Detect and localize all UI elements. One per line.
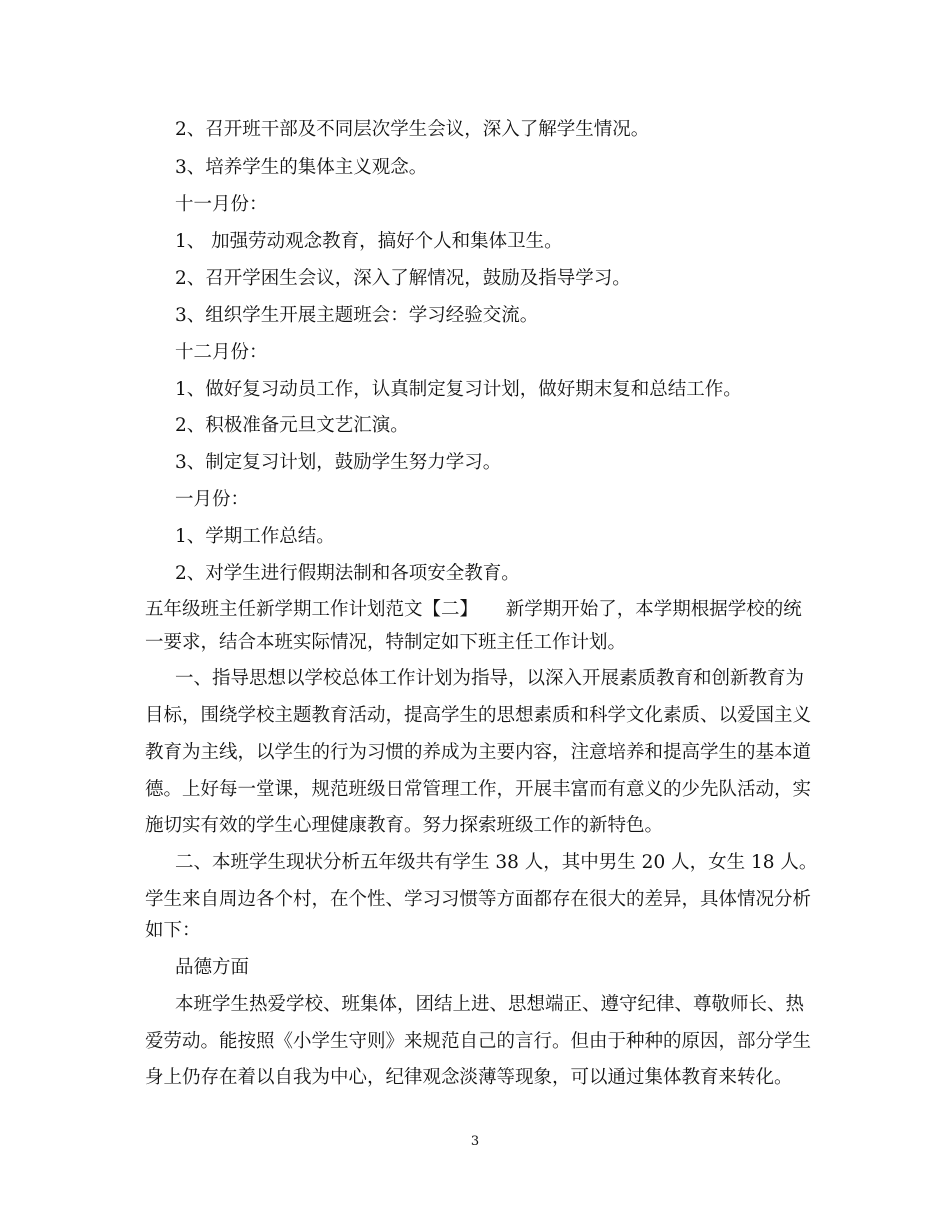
- paragraph-3-line-3: 身上仍存在着以自我为中心，纪律观念淡薄等现象，可以通过集体教育来转化。: [145, 1067, 793, 1088]
- text-line-2: 3、培养学生的集体主义观念。: [175, 157, 428, 178]
- text-line-5: 3、组织学生开展主题班会：学习经验交流。: [175, 305, 539, 326]
- text-line-3: 1、 加强劳动观念教育，搞好个人和集体卫生。: [175, 231, 563, 252]
- paragraph-2-line-1: 二、本班学生现状分析五年级共有学生 38 人，其中男生 20 人，女生 18 人。: [175, 852, 818, 873]
- heading-november: 十一月份：: [175, 194, 268, 215]
- text-line-8: 3、制定复习计划，鼓励学生努力学习。: [175, 452, 502, 473]
- text-line-1: 2、召开班干部及不同层次学生会议，深入了解学生情况。: [175, 119, 650, 140]
- section-title-line: 五年级班主任新学期工作计划范文【二】 新学期开始了，本学期根据学校的统: [145, 599, 802, 620]
- text-line-6: 1、做好复习动员工作，认真制定复习计划，做好期末复和总结工作。: [175, 379, 742, 400]
- paragraph-1-line-2: 目标，围绕学校主题教育活动，提高学生的思想素质和科学文化素质、以爱国主义: [145, 705, 812, 726]
- text-line-7: 2、积极准备元旦文艺汇演。: [175, 415, 409, 436]
- paragraph-1-line-3: 教育为主线，以学生的行为习惯的养成为主要内容，注意培养和提高学生的基本道: [145, 742, 812, 763]
- page-number: 3: [470, 1134, 480, 1149]
- heading-moral: 品德方面: [175, 957, 250, 978]
- paragraph-2-line-3: 如下：: [145, 920, 201, 941]
- paragraph-3-line-1: 本班学生热爱学校、班集体，团结上进、思想端正、遵守纪律、尊敬师长、热: [175, 994, 805, 1015]
- text-line-9: 1、学期工作总结。: [175, 526, 335, 547]
- paragraph-2-line-2: 学生来自周边各个村，在个性、学习习惯等方面都存在很大的差异，具体情况分析: [145, 889, 812, 910]
- text-line-11: 一要求，结合本班实际情况，特制定如下班主任工作计划。: [145, 632, 627, 653]
- text-line-10: 2、对学生进行假期法制和各项安全教育。: [175, 563, 520, 584]
- heading-january: 一月份：: [175, 489, 250, 510]
- paragraph-1-line-5: 施切实有效的学生心理健康教育。努力探索班级工作的新特色。: [145, 815, 664, 836]
- heading-december: 十二月份：: [175, 342, 268, 363]
- paragraph-1-line-4: 德。上好每一堂课，规范班级日常管理工作，开展丰富而有意义的少先队活动，实: [145, 779, 812, 800]
- paragraph-3-line-2: 爱劳动。能按照《小学生守则》来规范自己的言行。但由于种种的原因，部分学生: [145, 1031, 812, 1052]
- paragraph-1-line-1: 一、指导思想以学校总体工作计划为指导，以深入开展素质教育和创新教育为: [175, 668, 805, 689]
- text-line-4: 2、召开学困生会议，深入了解情况，鼓励及指导学习。: [175, 268, 631, 289]
